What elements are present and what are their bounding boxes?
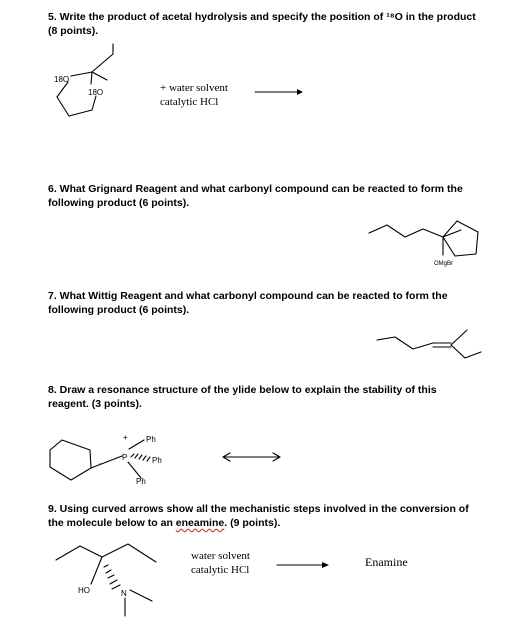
q8-phenyl-label-2: Ph [152, 456, 162, 465]
q5-reagent-line2: catalytic HCl [160, 96, 219, 108]
question-5-text: 5. Write the product of acetal hydrolysis and specify the position of ¹⁸O in the product (8 points). [48, 11, 476, 37]
q9-arrowhead [322, 562, 329, 568]
question-7-text: 7. What Wittig Reagent and what carbonyl compound can be reacted to form the following product (6 points). [48, 290, 448, 316]
q9-nitrogen-label: N [121, 589, 127, 598]
q6-product-structure [369, 221, 478, 256]
q6-omgbr-label: OMgBr [434, 261, 454, 267]
q9-reagent-line1: water solvent [191, 550, 250, 562]
q8-phenyl-label-3: Ph [136, 477, 146, 486]
q5-oxygen-label-top: 18O [54, 75, 70, 84]
q9-product-label: Enamine [365, 555, 408, 569]
q5-arrowhead [297, 89, 303, 95]
q9-reagent-line2: catalytic HCl [191, 564, 250, 576]
question-6-text: 6. What Grignard Reagent and what carbonyl compound can be reacted to form the following product (6 points). [48, 183, 463, 209]
q9-hydroxyl-label: HO [78, 586, 90, 595]
q9-text-before: 9. Using curved arrows show all the mechanistic steps involved in the conversion of the molecule below to an [48, 503, 469, 529]
q8-phenyl-label-1: Ph [146, 435, 156, 444]
q5-reagent-line1: + water solvent [160, 82, 228, 94]
question-8-text: 8. Draw a resonance structure of the ylide below to explain the stability of this reagent. (3 points). [48, 384, 437, 410]
q9-text-after: . (9 points). [224, 517, 281, 529]
q8-phosphorus-label: P [122, 453, 128, 462]
q8-resonance-arrow [223, 453, 280, 461]
q7-product-structure [377, 330, 481, 358]
q9-text-word: eneamine [175, 517, 225, 529]
q8-minus-charge: - [99, 459, 102, 468]
q8-plus-charge: + [123, 433, 128, 442]
q5-oxygen-label-ring: 18O [88, 88, 104, 97]
q9-aminoalcohol-structure [56, 544, 156, 616]
